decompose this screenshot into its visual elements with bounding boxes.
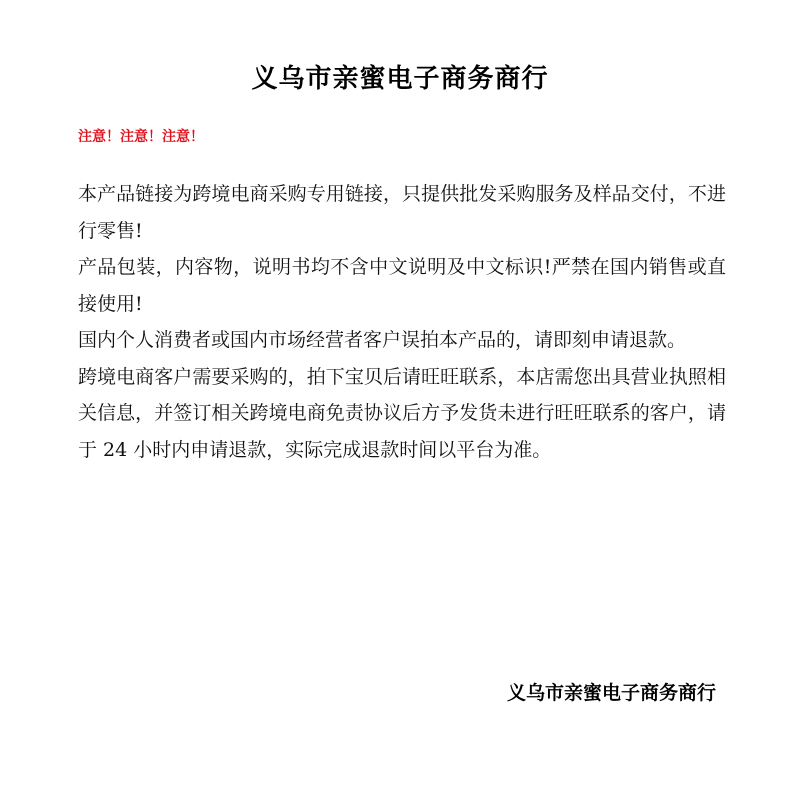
warning-notice: 注意！注意！注意！ — [78, 129, 204, 145]
signature: 义乌市亲蜜电子商务商行 — [506, 682, 716, 704]
paragraph-cross-border-procedure: 跨境电商客户需要采购的，拍下宝贝后请旺旺联系，本店需您出具营业执照相关信息，并签订相关跨境电商免责协议后方予发货未进行旺旺联系的客户，请于 24 小时内申请退款，实际完成退款时间以平台为准。 — [78, 365, 726, 461]
paragraph-no-chinese-labels: 产品包装，内容物，说明书均不含中文说明及中文标识!严禁在国内销售或直接使用! — [78, 256, 726, 315]
paragraph-refund-request: 国内个人消费者或国内市场经营者客户误拍本产品的，请即刻申请退款。 — [78, 329, 687, 351]
paragraph-wholesale-only: 本产品链接为跨境电商采购专用链接，只提供批发采购服务及样品交付，不进行零售! — [78, 183, 726, 242]
notice-body — [78, 176, 726, 468]
document-title: 义乌市亲蜜电子商务商行 — [251, 64, 549, 94]
